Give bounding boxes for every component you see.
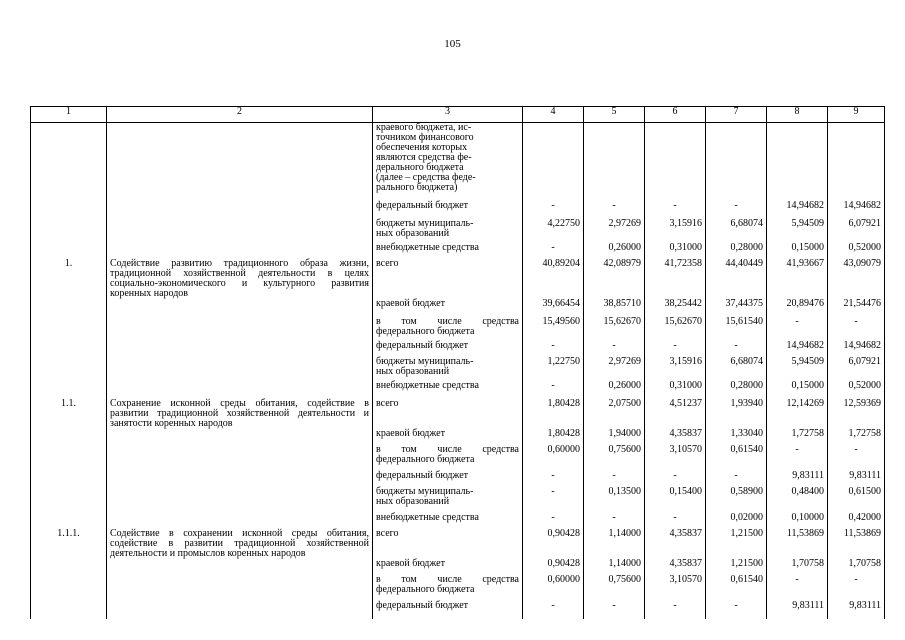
row-number: [31, 357, 107, 381]
value-cell: 39,66454: [523, 299, 584, 317]
value-cell: -: [584, 601, 645, 619]
row-number: [31, 299, 107, 317]
row-number: 1.1.1.: [31, 529, 107, 559]
table-row: [31, 219, 885, 243]
value-cell: 43,09079: [828, 259, 885, 299]
value-cell: 14,94682: [767, 201, 828, 219]
measure-name: [107, 559, 373, 575]
value-cell: -: [523, 201, 584, 219]
row-number: [31, 575, 107, 601]
table-row: [31, 575, 885, 601]
value-cell: 14,94682: [767, 341, 828, 357]
value-cell: 9,83111: [828, 471, 885, 487]
value-cell: [828, 123, 885, 202]
funding-source: всего: [373, 529, 523, 559]
value-cell: 20,89476: [767, 299, 828, 317]
row-number: [31, 219, 107, 243]
value-cell: 0,10000: [767, 513, 828, 529]
measure-name: [107, 341, 373, 357]
value-cell: 37,44375: [706, 299, 767, 317]
value-cell: 9,83111: [767, 471, 828, 487]
measure-name: Сохранение исконной среды обитания, содействие в развитии традиционной хозяйственной деятельности и занятости коренных народов: [107, 399, 373, 429]
value-cell: 15,62670: [645, 317, 706, 341]
value-cell: 3,10570: [645, 575, 706, 601]
value-cell: 0,28000: [706, 381, 767, 399]
value-cell: 41,93667: [767, 259, 828, 299]
value-cell: -: [828, 317, 885, 341]
value-cell: 41,72358: [645, 259, 706, 299]
funding-source: в том числе средства федерального бюджета: [373, 317, 523, 341]
value-cell: -: [584, 513, 645, 529]
value-cell: 1,94000: [584, 429, 645, 445]
value-cell: 6,68074: [706, 219, 767, 243]
value-cell: 0,52000: [828, 381, 885, 399]
table-row: [31, 471, 885, 487]
measure-name: [107, 381, 373, 399]
value-cell: [584, 123, 645, 202]
value-cell: 1,70758: [828, 559, 885, 575]
value-cell: -: [523, 471, 584, 487]
measure-name: [107, 575, 373, 601]
measure-name: [107, 123, 373, 202]
funding-source: в том числе средства федерального бюджета: [373, 575, 523, 601]
value-cell: 1,14000: [584, 529, 645, 559]
value-cell: 3,15916: [645, 219, 706, 243]
table-row: [31, 487, 885, 513]
value-cell: 38,25442: [645, 299, 706, 317]
value-cell: 11,53869: [828, 529, 885, 559]
value-cell: 4,35837: [645, 429, 706, 445]
table-row: [31, 341, 885, 357]
row-number: [31, 381, 107, 399]
value-cell: 1,80428: [523, 429, 584, 445]
row-number: [31, 559, 107, 575]
value-cell: 15,62670: [584, 317, 645, 341]
value-cell: 0,31000: [645, 243, 706, 259]
value-cell: 0,28000: [706, 243, 767, 259]
value-cell: [706, 123, 767, 202]
value-cell: 0,15000: [767, 243, 828, 259]
value-cell: -: [523, 487, 584, 513]
value-cell: 6,07921: [828, 219, 885, 243]
value-cell: 4,35837: [645, 529, 706, 559]
value-cell: 1,80428: [523, 399, 584, 429]
measure-name: [107, 601, 373, 619]
value-cell: -: [523, 243, 584, 259]
funding-source: краевой бюджет: [373, 299, 523, 317]
funding-source: в том числе средства федерального бюджета: [373, 445, 523, 471]
value-cell: 0,13500: [584, 487, 645, 513]
row-number: 1.1.: [31, 399, 107, 429]
table-row: [31, 123, 885, 202]
value-cell: 1,93940: [706, 399, 767, 429]
table-row: [31, 317, 885, 341]
value-cell: 0,61540: [706, 575, 767, 601]
funding-source: всего: [373, 399, 523, 429]
funding-source: федеральный бюджет: [373, 601, 523, 619]
measure-name: Содействие в сохранении исконной среды обитания, содействие в развитии традиционной хозяйственной деятельности и промыслов коренных народов: [107, 529, 373, 559]
value-cell: 1,72758: [828, 429, 885, 445]
measure-name: [107, 429, 373, 445]
value-cell: 1,22750: [523, 357, 584, 381]
row-number: [31, 243, 107, 259]
value-cell: 2,97269: [584, 357, 645, 381]
row-number: [31, 513, 107, 529]
value-cell: 0,75600: [584, 575, 645, 601]
value-cell: 3,10570: [645, 445, 706, 471]
table-row: [31, 201, 885, 219]
funding-source: внебюджетные средства: [373, 381, 523, 399]
value-cell: 1,21500: [706, 559, 767, 575]
value-cell: 0,02000: [706, 513, 767, 529]
value-cell: 15,61540: [706, 317, 767, 341]
column-header: 3: [373, 107, 523, 123]
value-cell: 0,90428: [523, 559, 584, 575]
table-row: [31, 399, 885, 429]
measure-name: [107, 299, 373, 317]
column-header: 9: [828, 107, 885, 123]
table-row: [31, 381, 885, 399]
table-row: [31, 513, 885, 529]
value-cell: 4,22750: [523, 219, 584, 243]
measure-name: [107, 243, 373, 259]
value-cell: 3,15916: [645, 357, 706, 381]
value-cell: 14,94682: [828, 341, 885, 357]
value-cell: -: [706, 201, 767, 219]
row-number: [31, 487, 107, 513]
value-cell: 5,94509: [767, 219, 828, 243]
table-header-row: [31, 107, 885, 123]
value-cell: 1,72758: [767, 429, 828, 445]
value-cell: -: [828, 575, 885, 601]
row-number: [31, 317, 107, 341]
funding-source: краевой бюджет: [373, 559, 523, 575]
value-cell: 0,42000: [828, 513, 885, 529]
row-number: 1.: [31, 259, 107, 299]
measure-name: [107, 357, 373, 381]
value-cell: 11,53869: [767, 529, 828, 559]
value-cell: 0,58900: [706, 487, 767, 513]
table-row: [31, 601, 885, 619]
row-number: [31, 341, 107, 357]
measure-name: [107, 445, 373, 471]
value-cell: 0,26000: [584, 243, 645, 259]
funding-source: краевого бюджета, ис- точником финансового обеспечения которых являются средства фе- дерального бюджета (далее – средства феде- рального бюджета): [373, 123, 523, 202]
column-header: 7: [706, 107, 767, 123]
value-cell: 42,08979: [584, 259, 645, 299]
measure-name: [107, 487, 373, 513]
value-cell: 0,26000: [584, 381, 645, 399]
row-number: [31, 201, 107, 219]
value-cell: 0,61500: [828, 487, 885, 513]
value-cell: -: [767, 317, 828, 341]
value-cell: 0,48400: [767, 487, 828, 513]
value-cell: 1,21500: [706, 529, 767, 559]
value-cell: -: [767, 445, 828, 471]
table-row: [31, 559, 885, 575]
value-cell: -: [706, 471, 767, 487]
funding-source: краевой бюджет: [373, 429, 523, 445]
value-cell: 0,15400: [645, 487, 706, 513]
value-cell: 2,07500: [584, 399, 645, 429]
value-cell: 15,49560: [523, 317, 584, 341]
column-header: 5: [584, 107, 645, 123]
measure-name: [107, 219, 373, 243]
value-cell: -: [584, 471, 645, 487]
measure-name: [107, 201, 373, 219]
funding-source: бюджеты муниципаль- ных образований: [373, 357, 523, 381]
value-cell: -: [523, 341, 584, 357]
value-cell: -: [584, 201, 645, 219]
value-cell: 2,97269: [584, 219, 645, 243]
value-cell: [645, 123, 706, 202]
value-cell: 4,35837: [645, 559, 706, 575]
table-row: [31, 299, 885, 317]
value-cell: 0,60000: [523, 575, 584, 601]
value-cell: 0,61540: [706, 445, 767, 471]
value-cell: -: [706, 341, 767, 357]
value-cell: 1,14000: [584, 559, 645, 575]
row-number: [31, 471, 107, 487]
funding-source: всего: [373, 259, 523, 299]
value-cell: 9,83111: [828, 601, 885, 619]
funding-source: федеральный бюджет: [373, 341, 523, 357]
value-cell: 0,31000: [645, 381, 706, 399]
row-number: [31, 429, 107, 445]
column-header: 6: [645, 107, 706, 123]
measure-name: [107, 513, 373, 529]
funding-source: бюджеты муниципаль- ных образований: [373, 219, 523, 243]
funding-source: внебюджетные средства: [373, 513, 523, 529]
column-header: 2: [107, 107, 373, 123]
value-cell: -: [523, 601, 584, 619]
value-cell: -: [523, 513, 584, 529]
value-cell: -: [645, 341, 706, 357]
funding-source: внебюджетные средства: [373, 243, 523, 259]
measure-name: [107, 471, 373, 487]
value-cell: 6,07921: [828, 357, 885, 381]
value-cell: [523, 123, 584, 202]
value-cell: 0,15000: [767, 381, 828, 399]
value-cell: 12,14269: [767, 399, 828, 429]
table-row: [31, 445, 885, 471]
row-number: [31, 123, 107, 202]
value-cell: 21,54476: [828, 299, 885, 317]
table-row: [31, 357, 885, 381]
value-cell: 9,83111: [767, 601, 828, 619]
value-cell: -: [767, 575, 828, 601]
value-cell: -: [645, 471, 706, 487]
row-number: [31, 445, 107, 471]
budget-table: [30, 106, 885, 619]
column-header: 4: [523, 107, 584, 123]
column-header: 1: [31, 107, 107, 123]
value-cell: -: [706, 601, 767, 619]
measure-name: [107, 317, 373, 341]
value-cell: 40,89204: [523, 259, 584, 299]
value-cell: [767, 123, 828, 202]
value-cell: -: [645, 513, 706, 529]
value-cell: 1,70758: [767, 559, 828, 575]
row-number: [31, 601, 107, 619]
value-cell: 1,33040: [706, 429, 767, 445]
table-row: [31, 259, 885, 299]
table-row: [31, 243, 885, 259]
value-cell: 6,68074: [706, 357, 767, 381]
funding-source: бюджеты муниципаль- ных образований: [373, 487, 523, 513]
value-cell: 0,90428: [523, 529, 584, 559]
value-cell: -: [584, 341, 645, 357]
value-cell: -: [523, 381, 584, 399]
value-cell: -: [828, 445, 885, 471]
value-cell: 44,40449: [706, 259, 767, 299]
value-cell: 0,60000: [523, 445, 584, 471]
funding-source: федеральный бюджет: [373, 471, 523, 487]
value-cell: 38,85710: [584, 299, 645, 317]
value-cell: 12,59369: [828, 399, 885, 429]
value-cell: -: [645, 601, 706, 619]
page-number: 105: [444, 38, 461, 50]
value-cell: 4,51237: [645, 399, 706, 429]
value-cell: 0,75600: [584, 445, 645, 471]
value-cell: 14,94682: [828, 201, 885, 219]
value-cell: -: [645, 201, 706, 219]
table-row: [31, 529, 885, 559]
funding-source: федеральный бюджет: [373, 201, 523, 219]
table-row: [31, 429, 885, 445]
measure-name: Содействие развитию традиционного образа жизни, традиционной хозяйственной деятельности в целях социально-экономического и культурного развития коренных народов: [107, 259, 373, 299]
column-header: 8: [767, 107, 828, 123]
value-cell: 5,94509: [767, 357, 828, 381]
value-cell: 0,52000: [828, 243, 885, 259]
